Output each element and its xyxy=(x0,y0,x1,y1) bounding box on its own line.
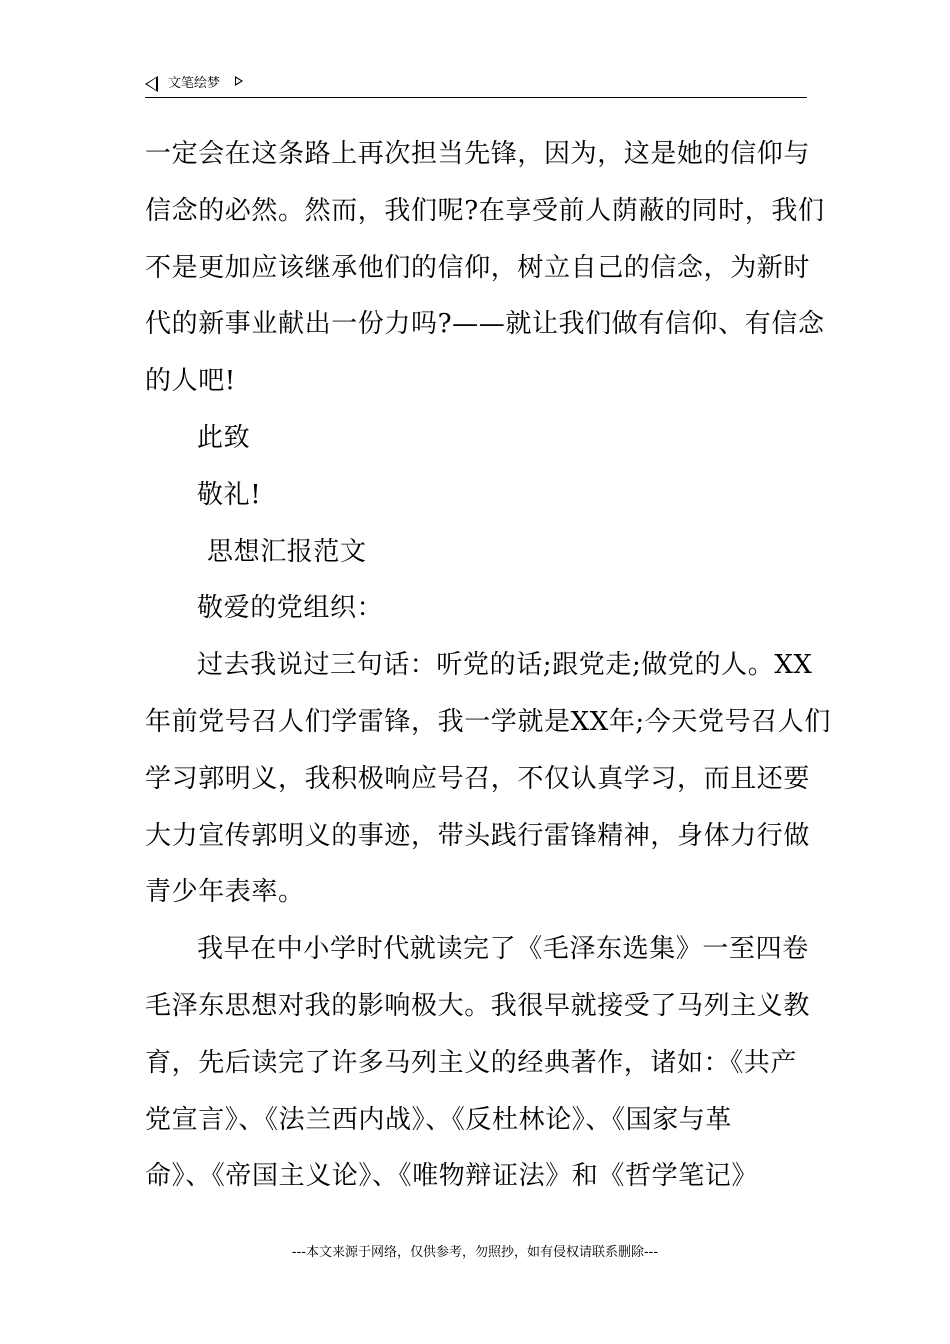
salutation-line: 敬礼! xyxy=(197,479,262,510)
body-line: 一定会在这条路上再次担当先锋，因为，这是她的信仰与 xyxy=(145,139,811,169)
body-line: 命》、《帝国主义论》、《唯物辩证法》和《哲学笔记》 xyxy=(145,1161,759,1192)
page-footer: ---本文来源于网络，仅供参考，勿照抄，如有侵权请联系删除--- xyxy=(291,1245,659,1260)
document-body xyxy=(145,126,831,1205)
body-line: 的人吧! xyxy=(145,366,236,397)
body-line: 我早在中小学时代就读完了《毛泽东选集》一至四卷 xyxy=(197,934,809,965)
body-line: 青少年表率。 xyxy=(145,877,305,908)
body-line: 不是更加应该继承他们的信仰，树立自己的信念，为新时 xyxy=(145,252,811,283)
brand-name: 文笔绘梦 xyxy=(168,76,221,91)
greeting-line: 敬爱的党组织： xyxy=(197,593,384,624)
body-line: 信念的必然。然而，我们呢?在享受前人荫蔽的同时，我们 xyxy=(145,195,825,226)
right-triangle-icon xyxy=(235,76,243,86)
left-triangle-icon xyxy=(145,76,158,92)
closing-line: 此致 xyxy=(197,422,251,453)
page-header xyxy=(145,74,807,98)
body-line: 大力宣传郭明义的事迹，带头践行雷锋精神，身体力行做 xyxy=(145,820,811,851)
body-line: 过去我说过三句话：听党的话;跟党走;做党的人。XX xyxy=(197,650,813,681)
body-line: 育，先后读完了许多马列主义的经典著作，诸如：《共产 xyxy=(145,1047,798,1078)
body-line: 党宣言》、《法兰西内战》、《反杜林论》、《国家与革 xyxy=(145,1104,733,1135)
body-line: 毛泽东思想对我的影响极大。我很早就接受了马列主义教 xyxy=(145,990,811,1021)
body-line: 年前党号召人们学雷锋，我一学就是XX年;今天党号召人们 xyxy=(145,706,831,737)
header-divider xyxy=(145,97,807,98)
body-line: 学习郭明义，我积极响应号召，不仅认真学习，而且还要 xyxy=(145,763,811,794)
body-line: 代的新事业献出一份力吗?——就让我们做有信仰、有信念 xyxy=(145,309,825,340)
section-title: 思想汇报范文 xyxy=(207,536,367,567)
